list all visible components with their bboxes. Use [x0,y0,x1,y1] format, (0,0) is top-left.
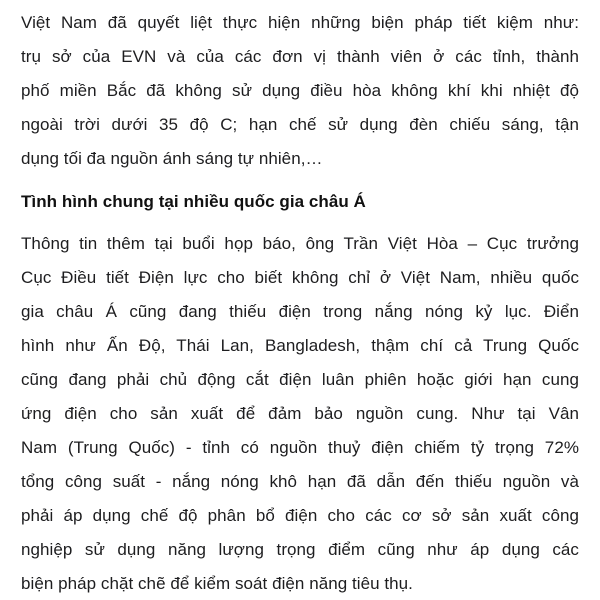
paragraph-line: nghiệp sử dụng năng lượng trọng điểm cũng như áp dụng các [21,540,579,559]
intro-paragraph [21,6,579,176]
paragraph-line: gia châu Á cũng đang thiếu điện trong nắng nóng kỷ lục. Điển [21,302,579,321]
paragraph-line: Cục Điều tiết Điện lực cho biết không chỉ ở Việt Nam, nhiều quốc [21,268,579,287]
paragraph-line: hình như Ấn Độ, Thái Lan, Bangladesh, thậm chí cả Trung Quốc [21,336,579,355]
paragraph-line: ứng điện cho sản xuất để đảm bảo nguồn cung. Như tại Vân [21,404,579,423]
section-heading: Tình hình chung tại nhiều quốc gia châu Á [21,192,366,211]
paragraph-line: trụ sở của EVN và của các đơn vị thành viên ở các tỉnh, thành [21,47,579,66]
paragraph-line: phố miền Bắc đã không sử dụng điều hòa không khí khi nhiệt độ [21,81,579,100]
paragraph-line: biện pháp chặt chẽ để kiểm soát điện năng tiêu thụ. [21,574,413,593]
paragraph-line: dụng tối đa nguồn ánh sáng tự nhiên,… [21,149,323,168]
paragraph-line: cũng đang phải chủ động cắt điện luân phiên hoặc giới hạn cung [21,370,579,389]
paragraph-line: ngoài trời dưới 35 độ C; hạn chế sử dụng đèn chiếu sáng, tận [21,115,579,134]
paragraph-line: Nam (Trung Quốc) - tỉnh có nguồn thuỷ điện chiếm tỷ trọng 72% [21,438,579,457]
paragraph-line: phải áp dụng chế độ phân bổ điện cho các cơ sở sản xuất công [21,506,579,525]
paragraph-line: tổng công suất - nắng nóng khô hạn đã dẫn đến thiếu nguồn và [21,472,579,491]
body-paragraph [21,227,579,600]
paragraph-line: Thông tin thêm tại buổi họp báo, ông Trần Việt Hòa – Cục trưởng [21,234,579,253]
paragraph-line: Việt Nam đã quyết liệt thực hiện những biện pháp tiết kiệm như: [21,13,579,32]
